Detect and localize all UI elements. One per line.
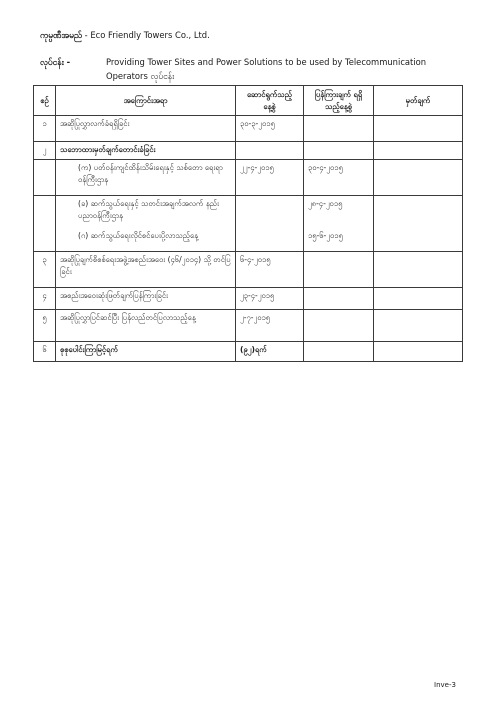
- header-remarks: မှတ်ချက်: [374, 86, 463, 116]
- company-label: ကုမ္ပဏီအမည်: [40, 30, 82, 40]
- timeline-table: [33, 85, 463, 362]
- table-row: ၃ အဆိုပြုချက်စိစစ်ရေးအဖွဲ့အစည်းအဝေး (၄၆/၂၀၁၄) သို့ တင်ပြခြင်း ၆-၄-၂၀၁၅: [34, 252, 463, 288]
- table-row: (ဂ) ဆက်သွယ်ရေးလိုင်စင်ပေးပို့လာသည့်နေ့ ၁၅-၆-၂၀၁၅: [34, 228, 463, 252]
- table-row: ၅ အဆိုပြုလွှာပြင်ဆင်ပြီး ပြန်လည်တင်ပြလာသည့်နေ့ ၂-၇-၂၀၁၅: [34, 310, 463, 342]
- table-row: ၂ သဘောထားမှတ်ချက်တောင်းခံခြင်း: [34, 142, 463, 160]
- subject-line-2: Operators လုပ်ငန်း: [106, 71, 175, 81]
- table-row: ၄ အစည်းအဝေးဆုံးဖြတ်ချက်ပြန်ကြားခြင်း ၂၃-၄-၂၀၁၅: [34, 288, 463, 310]
- subject-label: လုပ်ငန်း -: [40, 57, 71, 67]
- table-row: ၁ အဆိုပြုလွှာလက်ခံရရှိခြင်း ၃၀-၃-၂၀၁၅: [34, 116, 463, 142]
- subject-line-1: Providing Tower Sites and Power Solutions to be used by Telecommunication: [106, 57, 427, 67]
- table-row: (ခ) ဆက်သွယ်ရေးနှင့် သတင်းအချက်အလက် နည်းပညာဝန်ကြီးဌာန ၂၈-၄-၂၀၁၅: [34, 196, 463, 228]
- header-subject: အကြောင်းအရာ: [56, 86, 236, 116]
- header-serial: စဉ်: [34, 86, 56, 116]
- table-row: (က) ပတ်ဝန်းကျင်ထိန်းသိမ်းရေးနှင့် သစ်တော ရေးရာဝန်ကြီးဌာန ၂၂-၄-၂၀၁၅ ၃၀-၄-၂၀၁၅: [34, 160, 463, 196]
- page-number: Inve-3: [434, 681, 456, 689]
- company-name: - Eco Friendly Towers Co., Ltd.: [84, 30, 210, 40]
- header-reply-date: ပြန်ကြားချက် ရရှိသည့်နေ့စွဲ: [304, 86, 374, 116]
- table-row: ၆ စုစုပေါင်းကြာမြင့်ရက် (၉၂)ရက်: [34, 342, 463, 362]
- header-action-date: ဆောင်ရွက်သည့် နေ့စွဲ: [236, 86, 304, 116]
- company-line: [40, 30, 210, 43]
